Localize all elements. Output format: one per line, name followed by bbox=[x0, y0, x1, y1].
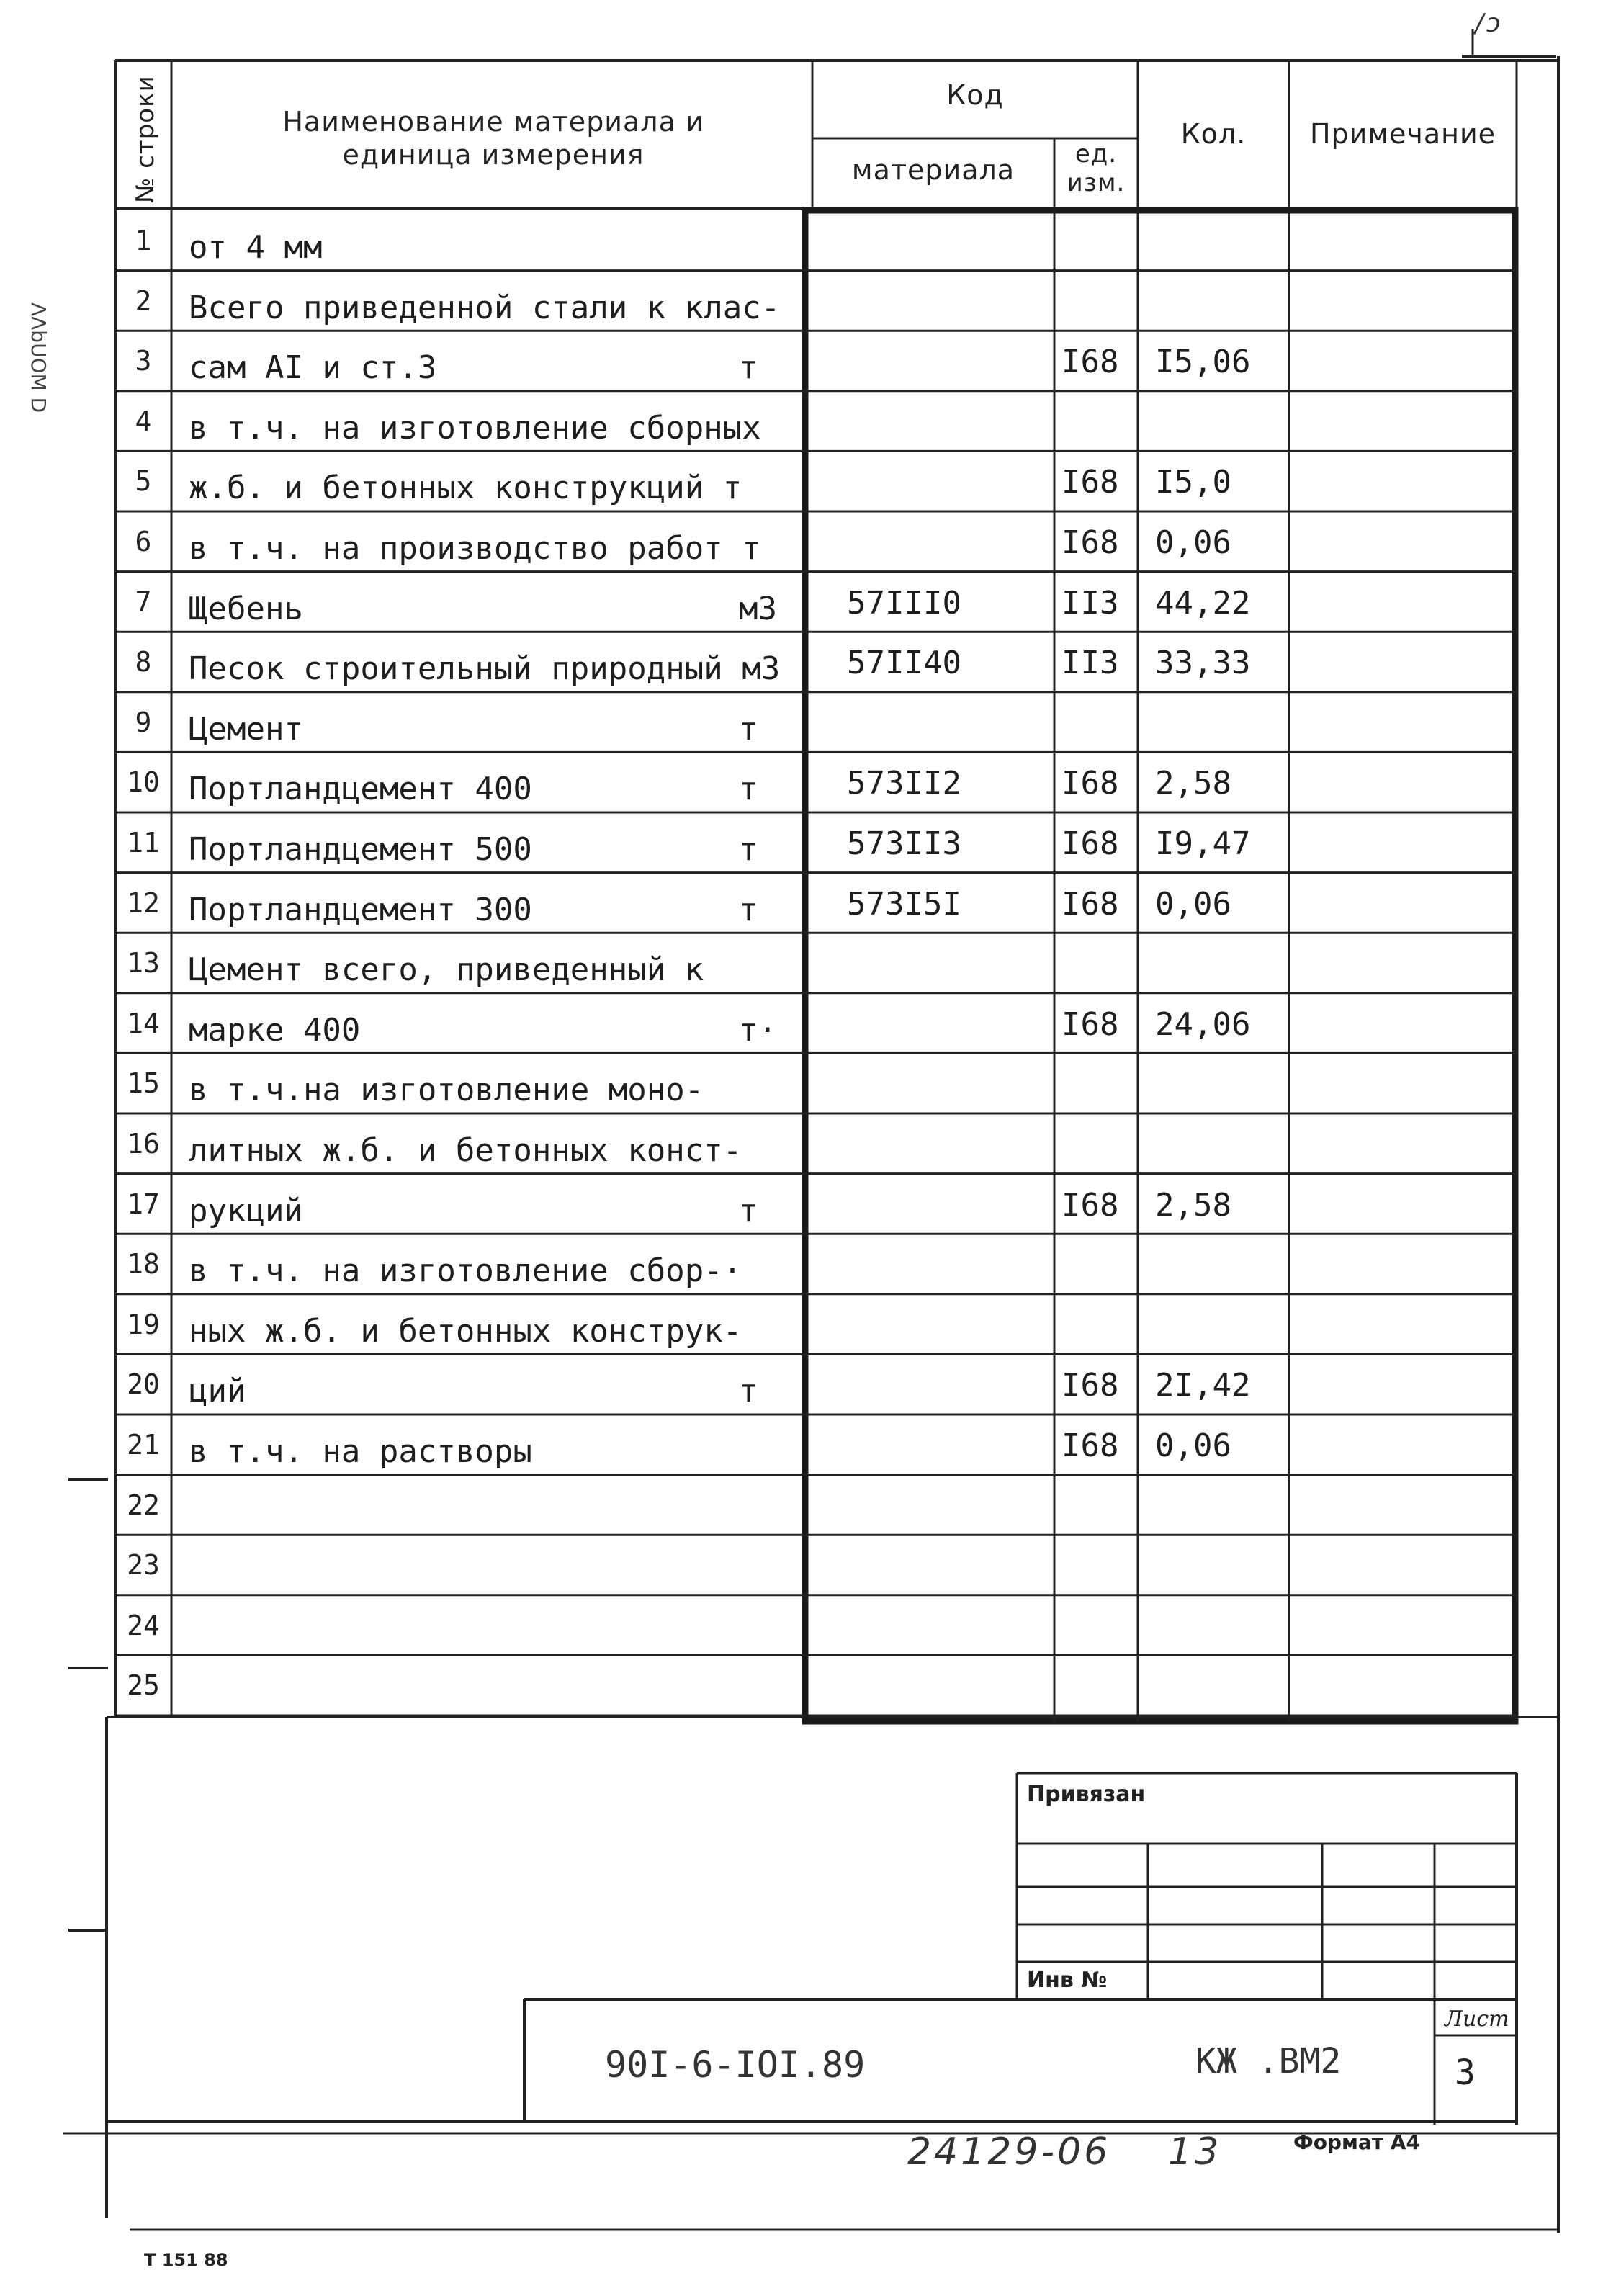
footer-print-mark: Т 151 88 bbox=[144, 2250, 228, 2270]
row-unit: м3 bbox=[739, 590, 777, 627]
row-name: Всего приведенной стали к клас- bbox=[189, 289, 781, 326]
row-number: 25 bbox=[127, 1669, 160, 1702]
row-number: 5 bbox=[135, 465, 152, 498]
header-row-no-text: № строки bbox=[131, 75, 160, 203]
row-number: 18 bbox=[127, 1248, 160, 1281]
row-number: 11 bbox=[127, 827, 160, 858]
stamp-inv-no: Инв № bbox=[1027, 1968, 1108, 1993]
row-number: 8 bbox=[135, 646, 152, 678]
row-unit: т bbox=[739, 1373, 758, 1410]
row-name: в т.ч. на изготовление сбор-· bbox=[189, 1252, 742, 1290]
row-qty: 2I,42 bbox=[1155, 1367, 1251, 1404]
footer-hand-page: 13 bbox=[1168, 2130, 1222, 2174]
row-name: рукций bbox=[189, 1192, 303, 1229]
stamp-sheet-label: Лист bbox=[1445, 2006, 1509, 2032]
row-name: в т.ч. на производство работ т bbox=[189, 530, 761, 567]
row-code: 573I5I bbox=[847, 885, 961, 923]
row-name: Портландцемент 400 bbox=[189, 771, 532, 808]
row-number: 15 bbox=[127, 1067, 160, 1100]
row-unit-code: I68 bbox=[1061, 885, 1119, 923]
row-unit: т bbox=[739, 771, 758, 808]
stamp-designation: 90I-6-IOI.89 bbox=[605, 2044, 866, 2086]
row-name: Портландцемент 500 bbox=[189, 831, 532, 868]
stamp-code: КЖ .ВМ2 bbox=[1195, 2041, 1342, 2081]
row-number: 20 bbox=[127, 1368, 160, 1401]
row-unit-code: I68 bbox=[1061, 1186, 1119, 1224]
row-code: 573II2 bbox=[847, 765, 961, 802]
row-name: в т.ч. на растворы bbox=[189, 1433, 532, 1470]
row-number: 7 bbox=[135, 586, 152, 618]
row-number: 12 bbox=[127, 887, 160, 919]
header-code-unit: ед. изм. bbox=[1067, 140, 1126, 197]
row-number: 3 bbox=[135, 345, 152, 377]
row-qty: 44,22 bbox=[1155, 584, 1251, 622]
row-number: 13 bbox=[127, 947, 160, 979]
row-unit-code: I68 bbox=[1061, 825, 1119, 862]
header-note: Примечание bbox=[1309, 118, 1496, 150]
row-number: 19 bbox=[127, 1308, 160, 1340]
row-unit: т· bbox=[739, 1011, 777, 1049]
row-unit: т bbox=[739, 891, 758, 928]
row-qty: I5,06 bbox=[1155, 344, 1251, 381]
header-row-no bbox=[121, 69, 169, 206]
row-number: 22 bbox=[127, 1489, 160, 1521]
row-code: 57II40 bbox=[847, 645, 961, 682]
row-number: 4 bbox=[135, 405, 152, 437]
row-unit: т bbox=[739, 710, 758, 748]
row-qty: I5,0 bbox=[1155, 464, 1231, 501]
row-name: в т.ч. на изготовление сборных bbox=[189, 409, 761, 447]
row-name: марке 400 bbox=[189, 1011, 361, 1049]
stamp-sheet-no: 3 bbox=[1455, 2053, 1476, 2093]
row-number: 23 bbox=[127, 1549, 160, 1582]
row-name: ж.б. и бетонных конструкций т bbox=[189, 470, 742, 507]
row-code: 573II3 bbox=[847, 825, 961, 862]
row-unit-code: II3 bbox=[1061, 645, 1119, 682]
row-unit-code: I68 bbox=[1061, 344, 1119, 381]
row-name: в т.ч.на изготовление моно- bbox=[189, 1072, 704, 1109]
row-unit-code: I68 bbox=[1061, 464, 1119, 501]
row-name: Песок строительный природный м3 bbox=[189, 650, 781, 688]
row-number: 10 bbox=[127, 766, 160, 799]
footer-format: Формат А4 bbox=[1293, 2130, 1420, 2154]
row-qty: 33,33 bbox=[1155, 645, 1251, 682]
row-number: 2 bbox=[135, 284, 152, 317]
row-number: 24 bbox=[127, 1609, 160, 1641]
row-unit-code: I68 bbox=[1061, 1427, 1119, 1464]
row-number: 9 bbox=[135, 706, 152, 738]
row-qty: 2,58 bbox=[1155, 1186, 1231, 1224]
row-unit-code: I68 bbox=[1061, 524, 1119, 561]
header-code-material: материала bbox=[851, 154, 1015, 186]
row-name: Цемент всего, приведенный к bbox=[189, 951, 704, 989]
footer-hand-number: 24129-06 bbox=[907, 2130, 1111, 2174]
row-name: Портландцемент 300 bbox=[189, 891, 532, 928]
stamp-privyazan: Привязан bbox=[1027, 1782, 1146, 1807]
row-number: 6 bbox=[135, 526, 152, 557]
row-code: 57III0 bbox=[847, 584, 961, 622]
row-name: Щебень bbox=[189, 590, 303, 627]
header-qty: Кол. bbox=[1180, 118, 1247, 150]
row-qty: 0,06 bbox=[1155, 885, 1231, 923]
row-number: 21 bbox=[127, 1429, 160, 1461]
row-number: 1 bbox=[135, 225, 152, 256]
row-name: ций bbox=[189, 1373, 246, 1410]
row-unit-code: I68 bbox=[1061, 1367, 1119, 1404]
row-unit-code: II3 bbox=[1061, 584, 1119, 622]
row-qty: 0,06 bbox=[1155, 1427, 1231, 1464]
row-unit: т bbox=[739, 831, 758, 868]
row-unit: т bbox=[739, 349, 758, 387]
row-qty: 0,06 bbox=[1155, 524, 1231, 561]
header-code: Код bbox=[946, 79, 1004, 111]
row-number: 16 bbox=[127, 1128, 160, 1160]
row-unit: т bbox=[739, 1192, 758, 1229]
row-unit-code: I68 bbox=[1061, 765, 1119, 802]
corner-mark: /ɔ bbox=[1475, 9, 1504, 38]
row-name: от 4 мм bbox=[189, 229, 323, 266]
side-label: ΛΛbUOM D bbox=[27, 302, 50, 413]
row-qty: I9,47 bbox=[1155, 825, 1251, 862]
row-number: 17 bbox=[127, 1188, 160, 1220]
row-number: 14 bbox=[127, 1007, 160, 1039]
row-qty: 24,06 bbox=[1155, 1005, 1251, 1043]
row-name: ных ж.б. и бетонных конструк- bbox=[189, 1312, 742, 1350]
row-unit-code: I68 bbox=[1061, 1005, 1119, 1043]
row-name: Цемент bbox=[189, 710, 303, 748]
row-qty: 2,58 bbox=[1155, 765, 1231, 802]
header-name: Наименование материала и единица измерения bbox=[282, 106, 704, 171]
row-name: сам АI и ст.3 bbox=[189, 349, 437, 387]
row-name: литных ж.б. и бетонных конст- bbox=[189, 1132, 742, 1169]
